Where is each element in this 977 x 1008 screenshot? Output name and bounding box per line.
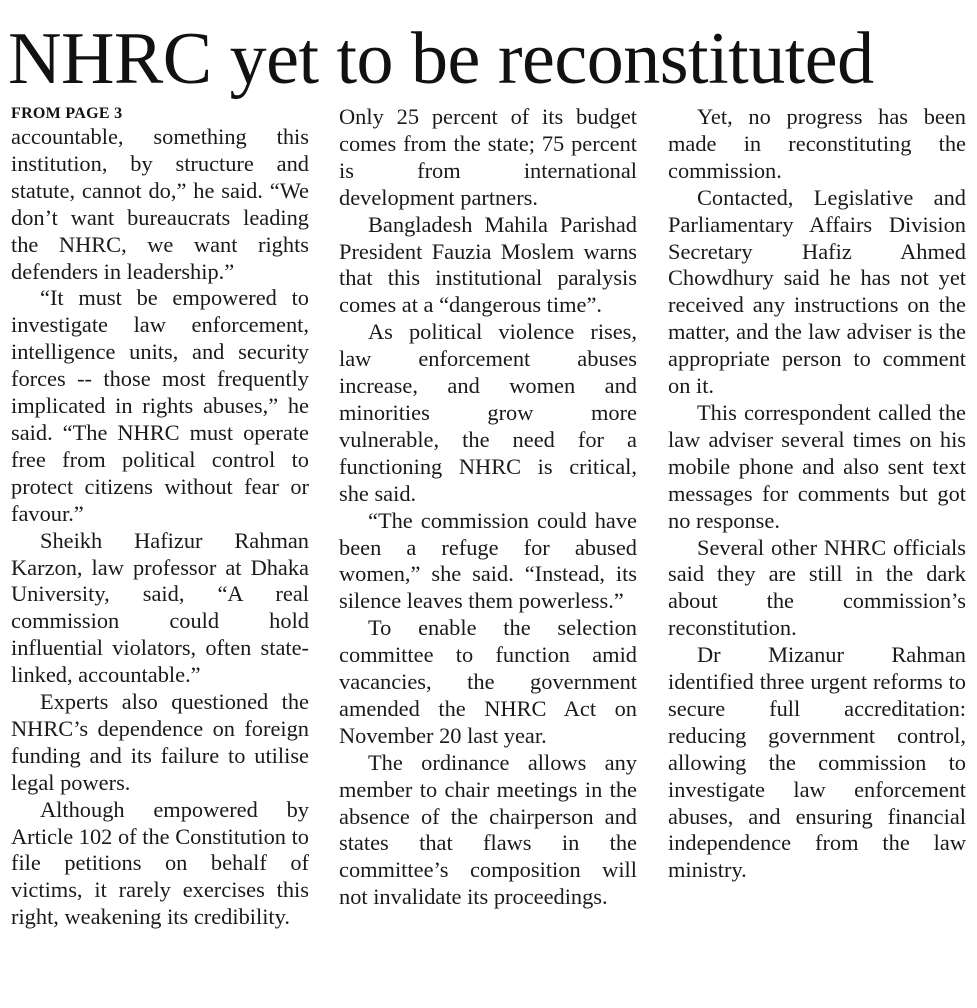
paragraph-3-4: Several other NHRC officials said they are still in the dark about the commission’s reconstitution. [668,534,966,641]
paragraph-2-6: The ordinance allows any member to chair meetings in the absence of the chairperson and states that flaws in the committee’s composition will not invalidate its proceedings. [339,749,637,910]
continuation-kicker: FROM PAGE 3 [11,105,123,122]
paragraph-3-3: This correspondent called the law adviser several times on his mobile phone and also sent text messages for comments but got no response. [668,399,966,533]
paragraph-2-4: “The commission could have been a refuge for abused women,” she said. “Instead, its silence leaves them powerless.” [339,507,637,614]
paragraph-1-1: accountable, something this institution, by structure and statute, cannot do,” he said. “We don’t want bureaucrats leading the NHRC, we want rights defenders in leadership.” [11,124,309,284]
paragraph-1-3: Sheikh Hafizur Rahman Karzon, law professor at Dhaka University, said, “A real commission could hold influential violators, often state-linked, accountable.” [11,527,309,688]
paragraph-2-3: As political violence rises, law enforcement abuses increase, and women and minorities grow more vulnerable, the need for a functioning NHRC is critical, she said. [339,319,637,506]
headline: NHRC yet to be reconstituted [8,18,874,100]
paragraph-3-5: Dr Mizanur Rahman identified three urgent reforms to secure full accreditation: reducing government control, allowing the commission to investigate law enforcement abuses, and ensuring financial independence from the law ministry. [668,642,966,883]
paragraph-3-1: Yet, no progress has been made in reconstituting the commission. [668,104,966,183]
article-column-1 [11,104,309,1004]
article-column-2 [339,104,637,1004]
paragraph-2-1: Only 25 percent of its budget comes from the state; 75 percent is from international development partners. [339,104,637,210]
paragraph-1-2: “It must be empowered to investigate law enforcement, intelligence units, and security forces -- those most frequently implicated in rights abuses,” he said. “The NHRC must operate free from political control to protect citizens without fear or favour.” [11,285,309,526]
paragraph-2-2: Bangladesh Mahila Parishad President Fauzia Moslem warns that this institutional paralysis comes at a “dangerous time”. [339,211,637,318]
paragraph-1-4: Experts also questioned the NHRC’s dependence on foreign funding and its failure to utilise legal powers. [11,689,309,795]
article-column-3 [668,104,966,1004]
paragraph-1-5: Although empowered by Article 102 of the Constitution to file petitions on behalf of victims, it rarely exercises this right, weakening its credibility. [11,796,309,930]
paragraph-2-5: To enable the selection committee to function amid vacancies, the government amended the NHRC Act on November 20 last year. [339,615,637,748]
paragraph-3-2: Contacted, Legislative and Parliamentary Affairs Division Secretary Hafiz Ahmed Chowdhury said he has not yet received any instructions on the matter, and the law adviser is the appropriate person to comment on it. [668,184,966,399]
